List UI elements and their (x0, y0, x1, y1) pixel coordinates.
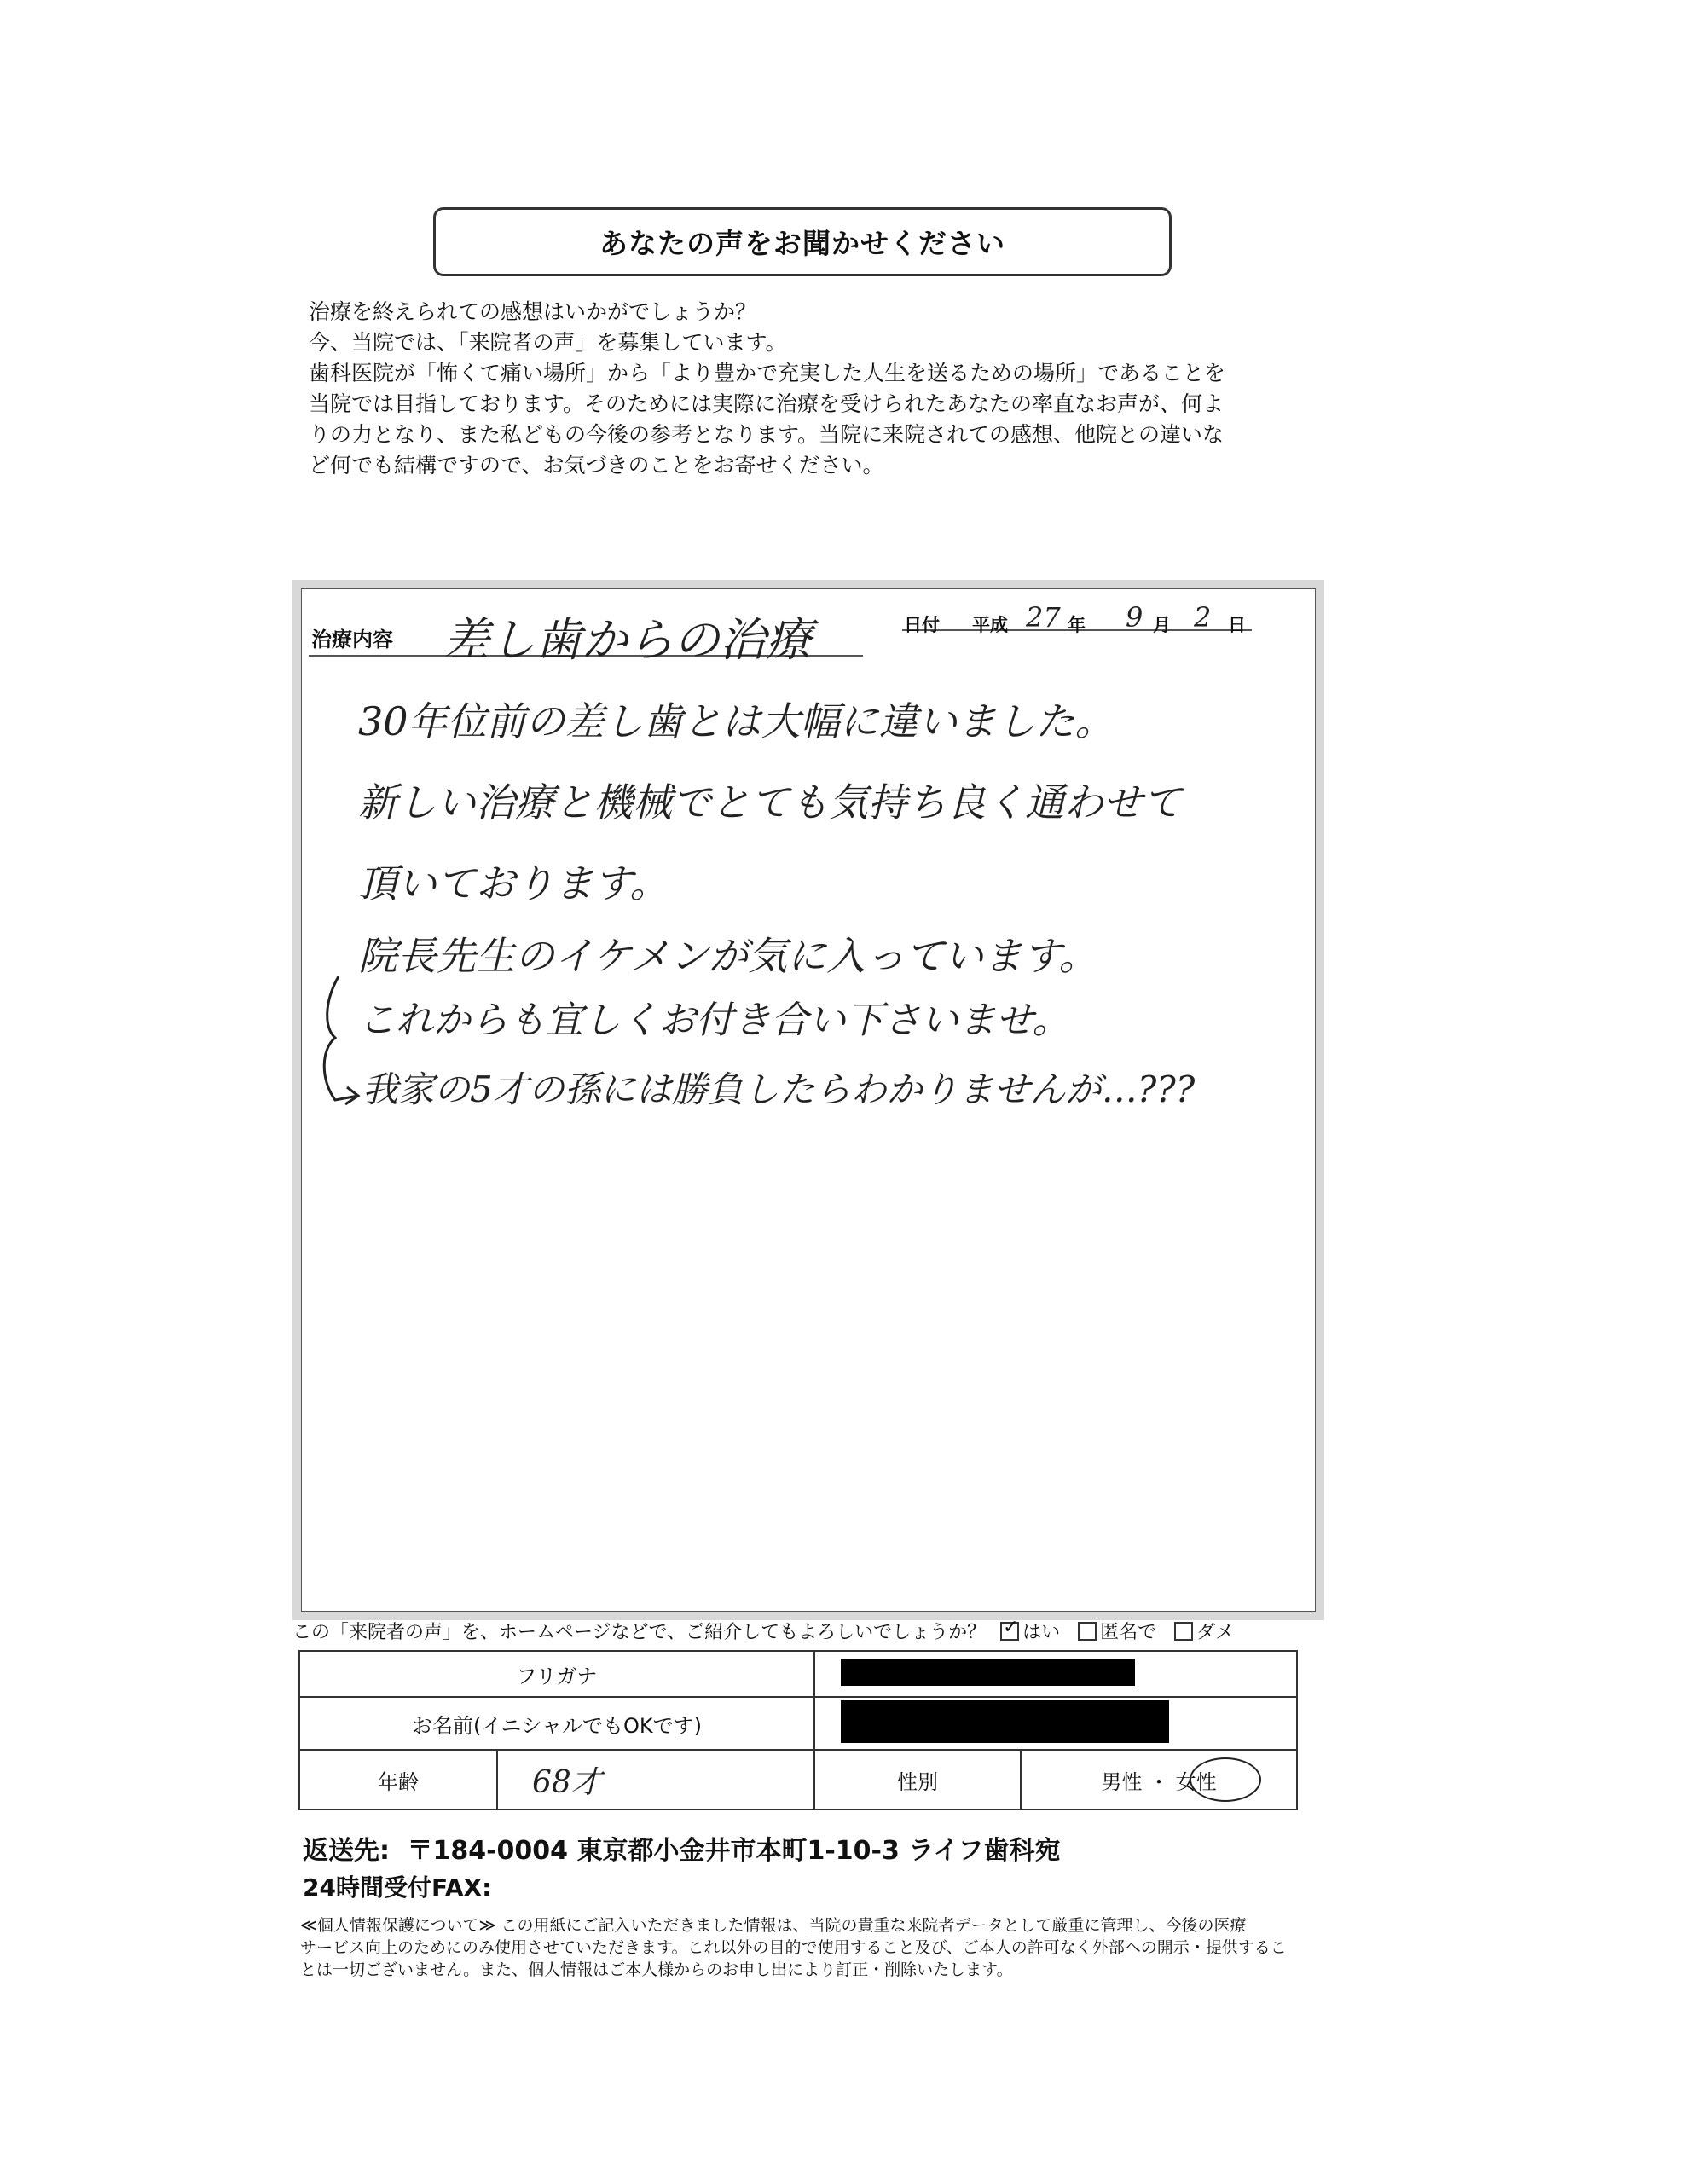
consent-option-no[interactable]: ダメ (1174, 1622, 1234, 1643)
date-era: 平成 (972, 615, 1008, 635)
consent-question-row (292, 1618, 1234, 1644)
consent-question: この「来院者の声」を、ホームページなどで、ご紹介してもよろしいでしょうか？ (292, 1622, 987, 1643)
gender-options: 男性 ・ 女性 (1101, 1769, 1217, 1794)
gender-field[interactable] (1021, 1750, 1297, 1810)
intro-line: 当院では目指しております。そのためには実際に治療を受けられたあなたの率直なお声が、何よ (309, 391, 1225, 416)
intro-line: りの力となり、また私どもの今後の参考となります。当院に来院されての感想、他院との違いな (309, 422, 1225, 447)
date-label: 日付 (904, 615, 940, 635)
consent-option-anonymous[interactable]: 匿名で (1078, 1622, 1156, 1643)
page-title-box (433, 207, 1172, 276)
age-field[interactable] (497, 1750, 814, 1810)
checkbox-checked-icon[interactable] (1000, 1622, 1019, 1641)
table-row (299, 1750, 1297, 1810)
handwritten-arrow (320, 968, 371, 1113)
age-value: 68才 (532, 1764, 602, 1800)
fax-label: 24時間受付FAX: (303, 1873, 492, 1902)
return-label: 返送先: (303, 1836, 390, 1866)
furigana-label: フリガナ (299, 1651, 814, 1697)
intro-line: 歯科医院が「怖くて痛い場所」から「より豊かで充実した人生を送るための場所」であることを (309, 361, 1226, 385)
gender-label: 性別 (814, 1750, 1021, 1810)
treatment-value: 差し歯からの治療 (443, 613, 812, 667)
redaction-bar (841, 1659, 1135, 1686)
name-label: お名前(イニシャルでもOKです) (299, 1697, 814, 1750)
date-month-unit: 月 (1153, 615, 1171, 635)
date-day: 2 (1194, 601, 1212, 634)
checkbox-icon[interactable] (1078, 1622, 1097, 1641)
comment-line: 院長先生のイケメンが気に入っています。 (358, 933, 1098, 979)
comment-line: 新しい治療と機械でとても気持ち良く通わせて (358, 779, 1182, 825)
return-address-text: 〒184-0004 東京都小金井市本町1-10-3 ライフ歯科宛 (407, 1836, 1061, 1866)
intro-line: 今、当院では、「来院者の声」を募集しています。 (309, 330, 787, 355)
comment-line: 30年位前の差し歯とは大幅に違いました。 (358, 698, 1115, 744)
privacy-line: とは一切ございません。また、個人情報はご本人様からのお申し出により訂正・削除いたします。 (300, 1960, 1013, 1979)
selected-circle-icon (1190, 1757, 1261, 1802)
intro-text (309, 297, 1409, 481)
table-row (299, 1651, 1297, 1697)
info-table (298, 1650, 1298, 1810)
date-day-unit: 日 (1228, 615, 1246, 635)
comment-line: 我家の5才の孫には勝負したらわかりませんが…??? (362, 1068, 1196, 1110)
age-label: 年齢 (299, 1750, 497, 1810)
table-row (299, 1697, 1297, 1750)
name-field[interactable] (814, 1697, 1297, 1750)
date-year: 27 (1026, 601, 1061, 634)
redaction-bar (841, 1700, 1169, 1743)
date-month: 9 (1126, 601, 1143, 634)
comment-line: これからも宜しくお付き合い下さいませ。 (358, 999, 1070, 1042)
privacy-notice (300, 1914, 1323, 1981)
comment-line: 頂いております。 (358, 860, 669, 906)
furigana-field[interactable] (814, 1651, 1297, 1697)
page-title: あなたの声をお聞かせください (599, 227, 1005, 260)
return-address (303, 1829, 1061, 1867)
treatment-label: 治療内容 (311, 628, 393, 651)
intro-line: 治療を終えられての感想はいかがでしょうか？ (309, 299, 757, 324)
privacy-line: サービス向上のためにのみ使用させていただきます。これ以外の目的で使用すること及び、ご本人の許可なく外部への開示・提供するこ (300, 1938, 1287, 1957)
privacy-line: ≪個人情報保護について≫ この用紙にご記入いただきました情報は、当院の貴重な来院者データとして厳重に管理し、今後の医療 (300, 1916, 1247, 1935)
intro-line: ど何でも結構ですので、お気づきのことをお寄せください。 (309, 453, 884, 478)
checkbox-icon[interactable] (1174, 1622, 1193, 1641)
consent-option-yes[interactable]: ✓ はい (1000, 1622, 1060, 1643)
date-year-unit: 年 (1068, 615, 1086, 635)
